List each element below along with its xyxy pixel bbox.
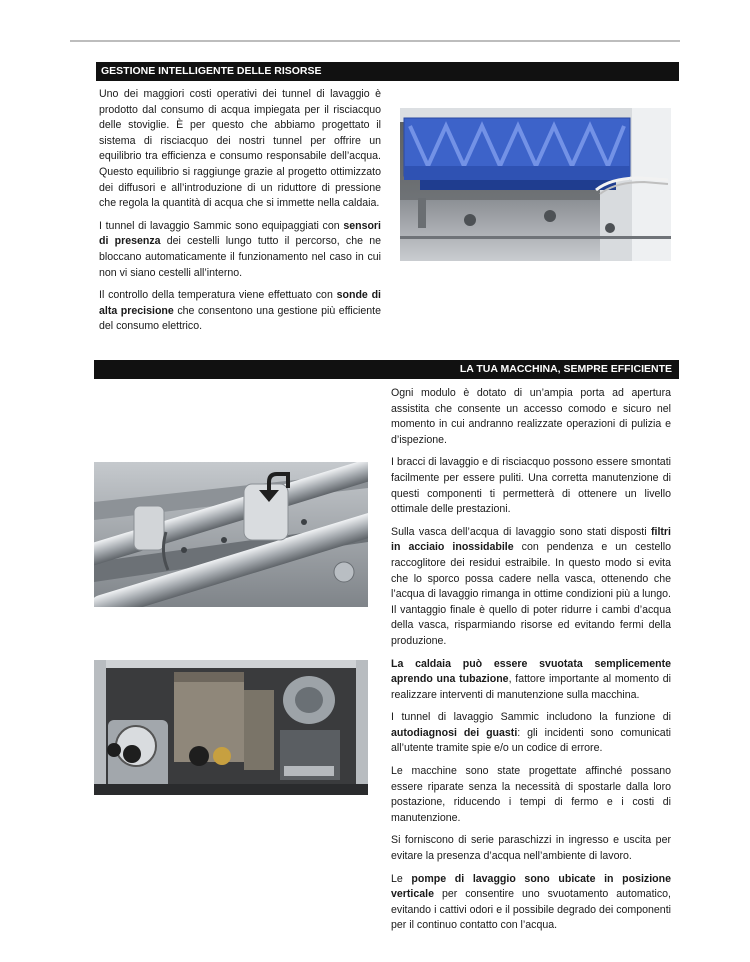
- efficient-paragraph-8: Le pompe di lavaggio sono ubicate in posizione verticale per consentire uno svuotamento automatico, evitando i cattivi odori e il possibile degrado dei componenti per il continuo contatto con l’acqua.: [391, 872, 671, 932]
- efficient-paragraph-7: Si forniscono di serie paraschizzi in ingresso e uscita per evitare la presenza d’acqua nell’ambiente di lavoro.: [391, 834, 671, 863]
- resources-text-column: [99, 87, 381, 342]
- resources-paragraph-2: I tunnel di lavaggio Sammic sono equipaggiati con sensori di presenza dei cestelli lungo tutto il percorso, che ne bloccano automaticamente il funzionamento nel caso in cui non vi siano cestelli all’interno.: [99, 219, 381, 279]
- top-rule: [70, 40, 680, 42]
- resources-paragraph-3: Il controllo della temperatura viene effettuato con sonde di alta precisione che consentono una gestione più efficiente del consumo elettrico.: [99, 289, 382, 333]
- efficient-paragraph-1: Ogni modulo è dotato di un’ampia porta ad apertura assistita che consente un accesso comodo e sicuro nel momento in cui andranno realizzate operazioni di pulizia e d’ispezione.: [391, 387, 671, 446]
- boiler-photo: [94, 660, 368, 795]
- efficient-paragraph-6: Le macchine sono state progettate affinché possano essere riparate senza la necessità di spostarle dalla loro postazione, riducendo i tempi di fermo e i costi di manutenzione.: [391, 765, 671, 824]
- section-title-efficient: LA TUA MACCHINA, SEMPRE EFFICIENTE: [94, 360, 679, 379]
- efficient-paragraph-4: La caldaia può essere svuotata semplicemente aprendo una tubazione, fattore importante al momento di realizzare interventi di manutenzione sulla macchina.: [391, 657, 671, 701]
- wash-arms-photo: [94, 462, 368, 607]
- resources-paragraph-1: Uno dei maggiori costi operativi dei tunnel di lavaggio è prodotto dal consumo di acqua impiegata per il risciacquo delle stoviglie. È per questo che abbiamo progettato il sistema di risciacquo dei nostri tunnel per offrire un equilibrio tra efficienza e consumo responsabile dell’acqua. Questo equilibrio si raggiunge grazie al progetto ottimizzato dei diffusori e all’introduzione di un riduttore di pressione che regola la quantità di acqua che si immette nella caldaia.: [99, 88, 381, 210]
- efficient-paragraph-2: I bracci di lavaggio e di risciacquo possono essere smontati facilmente per essere puliti. Una corretta manutenzione di questi componenti ti permetterà di ottenere un livello ottimale delle prestazioni.: [391, 456, 671, 516]
- efficient-paragraph-3: Sulla vasca dell’acqua di lavaggio sono stati disposti filtri in acciaio inossidabile con pendenza e un cestello raccoglitore dei residui estraibile. In questo modo si evita che lo sporco possa cadere nella vasca, ottenendo che l’acqua di lavaggio rimanga in ottime condizioni più a lungo. Il vantaggio finale è quello di poter ridurre i cambi d’acqua della vasca, risparmiando risorse ed evitando fermi della produzione.: [391, 525, 671, 647]
- section-title-resources: GESTIONE INTELLIGENTE DELLE RISORSE: [96, 62, 679, 81]
- efficient-text-column: [391, 386, 671, 941]
- efficient-paragraph-5: I tunnel di lavaggio Sammic includono la funzione di autodiagnosi dei guasti: gli incidenti sono comunicati all’utente tramite spie e/o un codice di errore.: [391, 711, 671, 755]
- rack-conveyor-photo: [400, 108, 671, 261]
